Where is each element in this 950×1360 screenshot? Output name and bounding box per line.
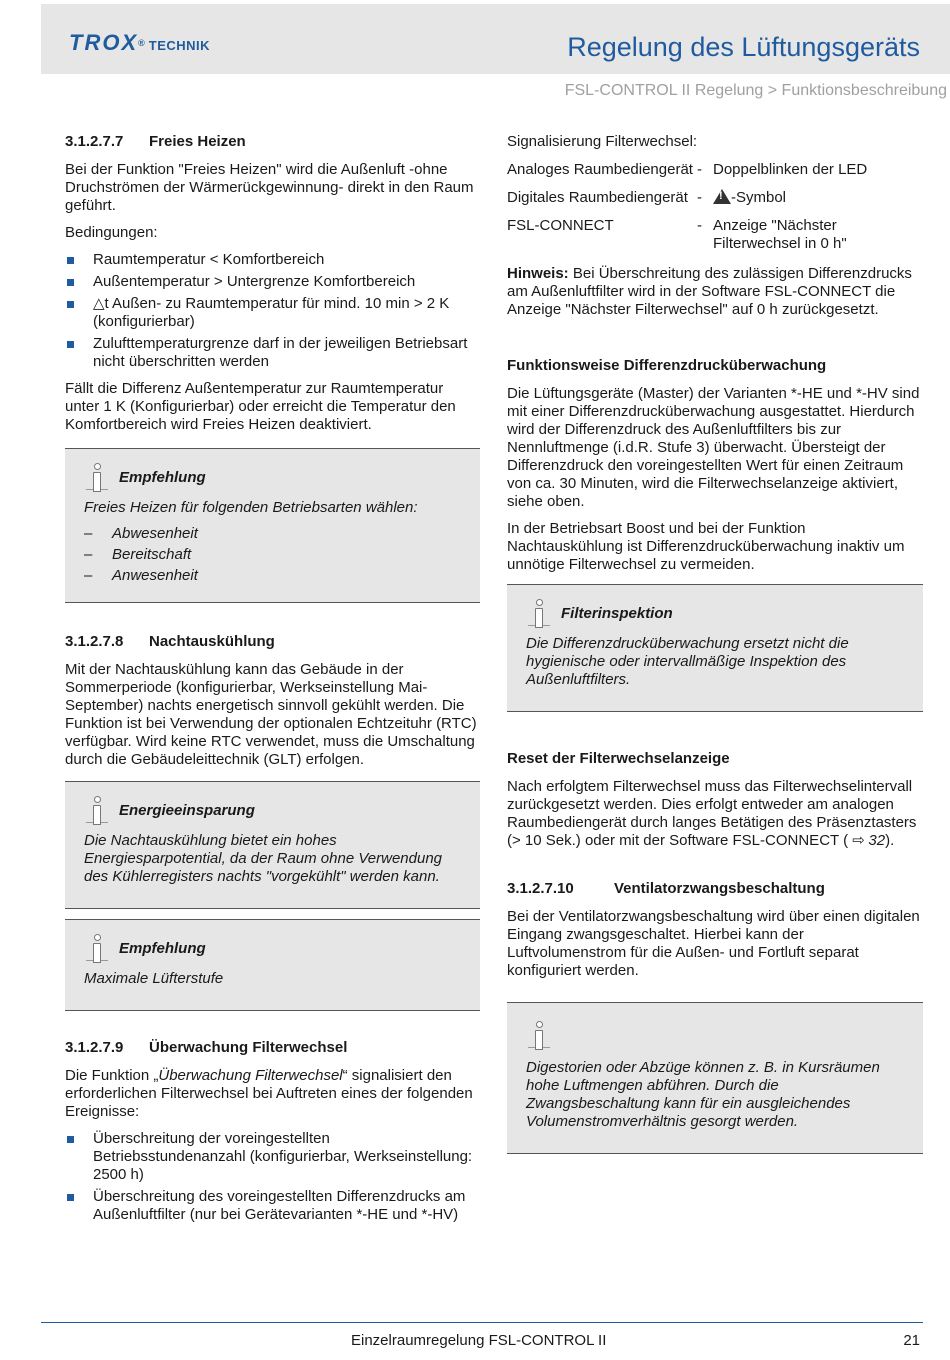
left-column	[65, 133, 480, 1233]
logo-brand: TROX	[69, 30, 139, 55]
page-reference[interactable]: 32	[868, 832, 886, 849]
box-title	[84, 467, 461, 489]
paragraph	[507, 778, 923, 850]
section-heading	[65, 1039, 480, 1057]
section-number: 3.1.2.7.7	[65, 133, 124, 150]
table-row	[507, 217, 923, 263]
table-cell: -	[697, 189, 702, 206]
emphasis: Überwachung Filterwechsel	[158, 1067, 343, 1084]
note-box	[507, 1002, 923, 1154]
list-item: – Abwesenheit	[84, 525, 461, 543]
page-reference-icon: ⇨	[852, 832, 865, 849]
text-fragment: ).	[885, 832, 895, 849]
breadcrumb: FSL-CONTROL II Regelung > Funktionsbeschreibung	[564, 82, 947, 99]
text-fragment: Die Funktion „	[65, 1067, 159, 1084]
list-item: Raumtemperatur < Komfortbereich	[65, 251, 480, 269]
list-item: Überschreitung des voreingestellten Differenzdrucks am Außenluftfilter (nur bei Gerätevarianten *-HE und *-HV)	[65, 1188, 480, 1224]
table-cell: Doppelblinken der LED	[713, 161, 868, 178]
box-title-text: Empfehlung	[119, 940, 206, 957]
hint-label: Hinweis:	[507, 265, 569, 282]
hint-paragraph	[507, 265, 923, 319]
footer-title: Einzelraumregelung FSL-CONTROL II	[351, 1332, 607, 1349]
list-item: Überschreitung der voreingestellten Betriebsstundenanzahl (konfigurierbar, Werkseinstellung: 2500 h)	[65, 1130, 480, 1184]
filter-inspection-box	[507, 584, 923, 712]
box-list	[84, 525, 461, 585]
box-title-text: Energieeinsparung	[119, 802, 255, 819]
section-number: 3.1.2.7.9	[65, 1039, 124, 1056]
subheading: Funktionsweise Differenzdrucküberwachung	[507, 357, 827, 374]
box-title-text: Filterinspektion	[561, 605, 673, 622]
paragraph	[65, 1067, 480, 1121]
box-title	[84, 938, 461, 960]
text-fragment: “ signalisiert den erforderlichen Filterwechsel bei Auftreten eines der folgenden Ereignisse:	[65, 1067, 473, 1120]
info-icon	[86, 463, 112, 493]
box-title-text: Empfehlung	[119, 469, 206, 486]
paragraph: Mit der Nachtauskühlung kann das Gebäude in der Sommerperiode (konfigurierbar, Werkseinstellung Mai-September) nachts energetisch sinnvoll gekühlt werden. Die Funktion ist bei Verwendung der optionalen Echtzeituhr (RTC) verfügbar. Wird keine RTC verwendet, muss die Umschaltung durch die Gebäudeleittechnik (GLT) erfolgen.	[65, 661, 477, 768]
paragraph: Fällt die Differenz Außentemperatur zur Raumtemperatur unter 1 K (Konfigurierbar) oder erreicht die Temperatur den Komfortbereich wird Freies Heizen deaktiviert.	[65, 380, 456, 433]
section-number: 3.1.2.7.8	[65, 633, 124, 650]
trox-logo	[69, 30, 211, 55]
right-column	[507, 133, 923, 1184]
signal-text: -Symbol	[731, 189, 787, 206]
table-cell: -	[697, 161, 702, 178]
energy-saving-box	[65, 781, 480, 909]
section-number: 3.1.2.7.10	[507, 880, 574, 897]
paragraph: Bei der Funktion "Freies Heizen" wird die Außenluft -ohne Druchströmen der Wärmerückgewinnung- direkt in den Raum geführt.	[65, 161, 474, 214]
info-icon	[86, 796, 112, 826]
box-text: Maximale Lüfterstufe	[84, 970, 224, 987]
section-title: Ventilatorzwangsbeschaltung	[614, 880, 825, 897]
section-title: Freies Heizen	[149, 133, 246, 150]
box-title	[84, 800, 461, 822]
table-cell: Analoges Raumbediengerät	[507, 161, 693, 178]
signal-title: Signalisierung Filterwechsel:	[507, 133, 698, 150]
list-item: △t Außen- zu Raumtemperatur für mind. 10 min > 2 K (konfigurierbar)	[65, 295, 480, 331]
table-cell: Digitales Raumbediengerät	[507, 189, 688, 206]
conditions-label: Bedingungen:	[65, 224, 158, 241]
paragraph: Bei der Ventilatorzwangsbeschaltung wird über einen digitalen Eingang zwangsgeschaltet. Hierbei kann der Luftvolumenstrom für die Außen- und Fortluft separat konfiguriert werden.	[507, 908, 920, 979]
table-cell: -	[697, 217, 702, 234]
recommendation-box	[65, 919, 480, 1011]
box-title	[526, 603, 904, 625]
subheading: Reset der Filterwechselanzeige	[507, 750, 730, 767]
paragraph: In der Betriebsart Boost und bei der Funktion Nachtauskühlung ist Differenzdrucküberwachung inaktiv um unnötige Filterwechsel zu vermeiden.	[507, 520, 905, 573]
table-cell	[713, 189, 923, 217]
text-fragment: Nach erfolgtem Filterwechsel muss das Filterwechselintervall zurückgesetzt werden. Dies erfolgt entweder am analogen Raumbediengerät durch langes Betätigen des Präsenztasters (> 10 Sek.) oder mit der Software FSL-CONNECT (	[507, 778, 917, 849]
page-number: 21	[903, 1332, 920, 1349]
box-text: Digestorien oder Abzüge können z. B. in Kursräumen hohe Luftmengen abführen. Durch die Zwangsbeschaltung kann für ein ausgleichendes Volumenstromverhältnis gesorgt werden.	[526, 1059, 880, 1130]
info-icon	[528, 1021, 554, 1051]
table-cell: Anzeige "Nächster Filterwechsel in 0 h"	[713, 217, 847, 252]
list-item: – Anwesenheit	[84, 567, 461, 585]
section-heading	[65, 633, 480, 651]
info-icon	[528, 599, 554, 629]
logo-registered-mark: ®	[138, 38, 145, 48]
page-header	[41, 4, 950, 99]
table-row	[507, 161, 923, 189]
paragraph: Die Lüftungsgeräte (Master) der Varianten *-HE und *-HV sind mit einer Differenzdrucküberwachung ausgestattet. Hierdurch wird der Differenzdruck des Außenluftfilters bis zur Nennluftmenge (i.d.R. Stufe 3) überwacht. Übersteigt der Differenzdruck den voreingestellten Wert für einen Zeitraum von ca. 30 Minuten, wird die Filterwechselanzeige aktiviert, siehe oben.	[507, 385, 920, 510]
list-item: Außentemperatur > Untergrenze Komfortbereich	[65, 273, 480, 291]
section-heading	[65, 133, 480, 151]
list-item: – Bereitschaft	[84, 546, 461, 564]
info-icon	[86, 934, 112, 964]
page-title: Regelung des Lüftungsgeräts	[567, 32, 920, 62]
box-text: Die Nachtauskühlung bietet ein hohes Energiesparpotential, da der Raum ohne Verwendung des Kühlerregisters nachts "vorgekühlt" werden kann.	[84, 832, 443, 885]
footer-divider	[41, 1322, 923, 1323]
box-text: Freies Heizen für folgenden Betriebsarten wählen:	[84, 499, 418, 516]
box-text: Die Differenzdrucküberwachung ersetzt nicht die hygienische oder intervallmäßige Inspektion des Außenluftfilters.	[526, 635, 849, 688]
logo-sub: TECHNIK	[148, 38, 211, 53]
table-row	[507, 189, 923, 217]
recommendation-box	[65, 448, 480, 603]
section-heading	[507, 880, 923, 898]
section-title: Überwachung Filterwechsel	[149, 1039, 348, 1056]
box-icon-row	[526, 1021, 904, 1051]
table-cell: FSL-CONNECT	[507, 217, 614, 234]
conditions-list	[65, 251, 480, 371]
section-title: Nachtauskühlung	[149, 633, 275, 650]
signal-table	[507, 161, 923, 263]
warning-icon	[713, 189, 731, 203]
hint-text: Bei Überschreitung des zulässigen Differenzdrucks am Außenluftfilter wird in der Software FSL-CONNECT die Anzeige "Nächster Filterwechsel" auf 0 h zurückgesetzt.	[507, 265, 912, 318]
events-list	[65, 1130, 480, 1224]
list-item: Zulufttemperaturgrenze darf in der jeweiligen Betriebsart nicht überschritten werden	[65, 335, 480, 371]
